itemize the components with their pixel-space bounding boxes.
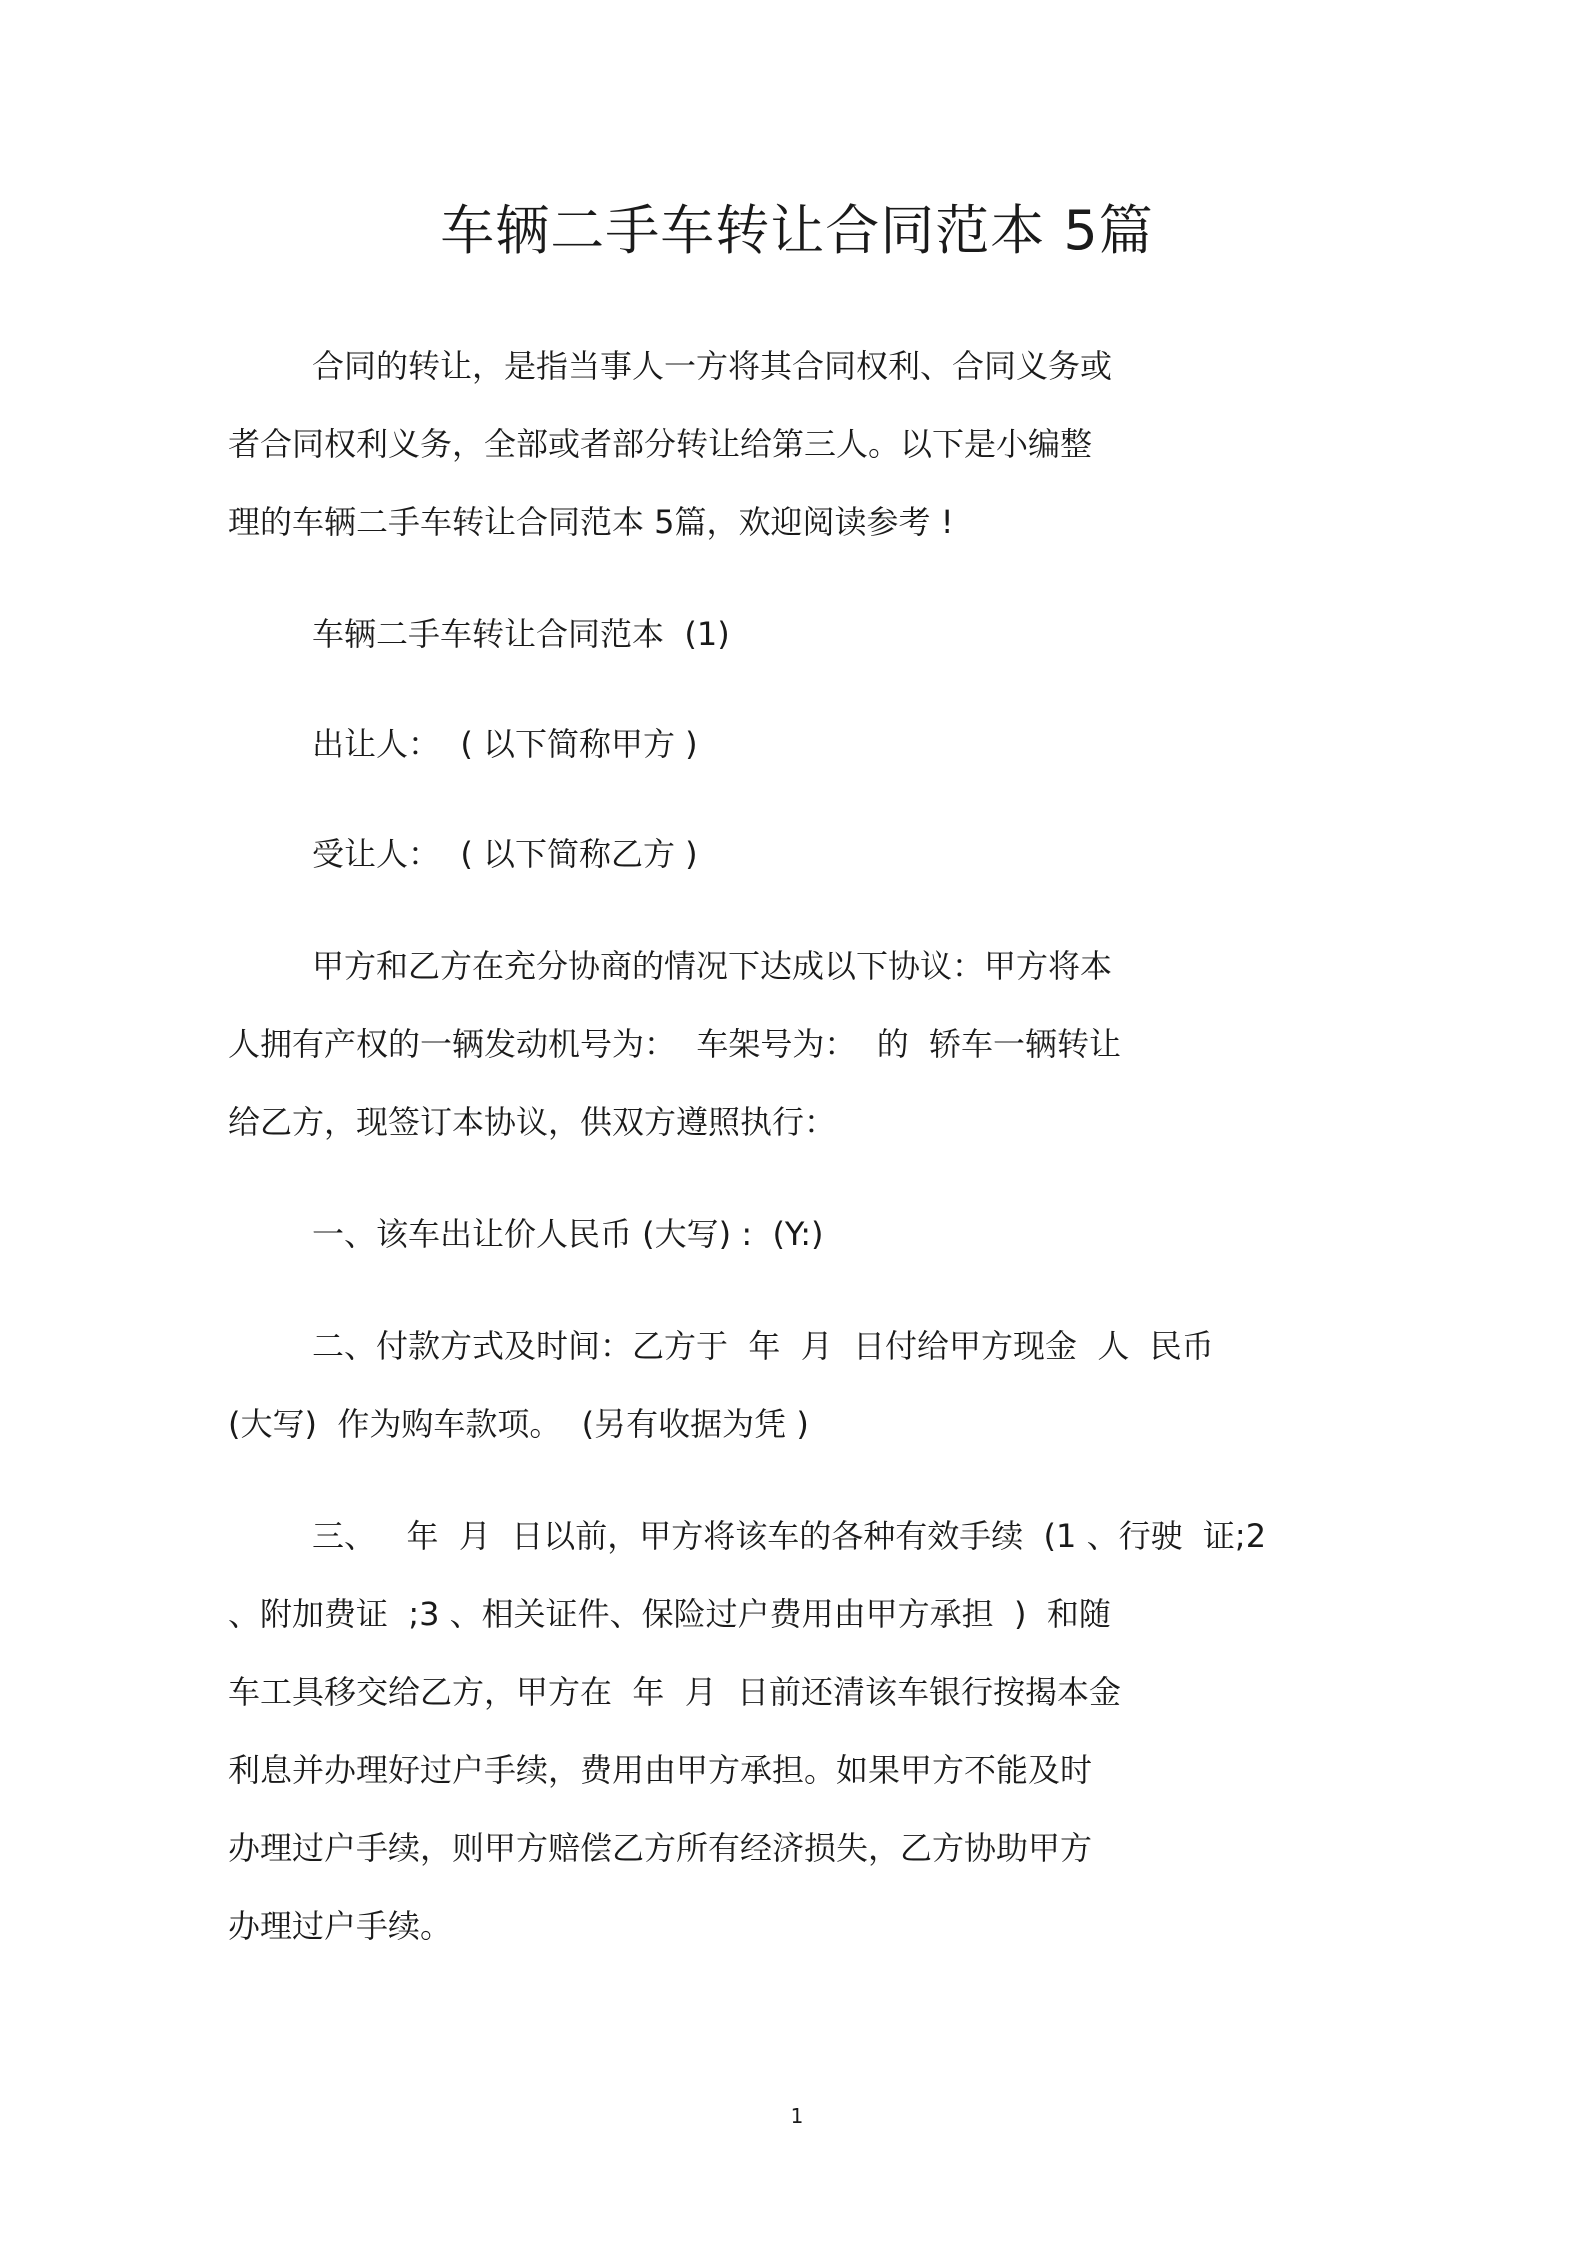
clause-3-line-2: 、附加费证 ;3 、相关证件、保险过户费用由甲方承担 ) 和随 [228,1595,1111,1633]
agreement-line-2: 人拥有产权的一辆发动机号为： 车架号为： 的 轿车一辆转让 [228,1025,1122,1063]
clause-3-line-4: 利息并办理好过户手续，费用由甲方承担。如果甲方不能及时 [228,1751,1093,1789]
intro-line-3: 理的车辆二手车转让合同范本 5篇，欢迎阅读参考 ! [228,503,954,541]
agreement-line-1: 甲方和乙方在充分协商的情况下达成以下协议：甲方将本 [312,947,1113,985]
transferee-line: 受让人： ( 以下简称乙方 ) [312,835,698,873]
agreement-line-3: 给乙方，现签订本协议，供双方遵照执行： [228,1103,837,1141]
document-title: 车辆二手车转让合同范本 5篇 [440,199,1154,262]
transferor-line: 出让人： ( 以下简称甲方 ) [312,725,698,763]
clause-3-line-3: 车工具移交给乙方，甲方在 年 月 日前还清该车银行按揭本金 [228,1673,1122,1711]
clause-1: 一、该车出让价人民币 (大写) : (Y:) [312,1215,824,1253]
clause-3-line-1: 三、 年 月 日以前，甲方将该车的各种有效手续 (1 、行驶 证;2 [312,1517,1267,1555]
intro-line-1: 合同的转让，是指当事人一方将其合同权利、合同义务或 [312,347,1113,385]
intro-line-2: 者合同权利义务，全部或者部分转让给第三人。以下是小编整 [228,425,1093,463]
clause-2-line-1: 二、付款方式及时间：乙方于 年 月 日付给甲方现金 人 民币 [312,1327,1214,1365]
section-heading: 车辆二手车转让合同范本 (1) [312,615,730,653]
clause-3-line-6: 办理过户手续。 [228,1907,453,1945]
clause-3-line-5: 办理过户手续，则甲方赔偿乙方所有经济损失，乙方协助甲方 [228,1829,1093,1867]
clause-2-line-2: (大写) 作为购车款项。 (另有收据为凭 ) [228,1405,809,1443]
page-number: 1 [790,2104,804,2128]
